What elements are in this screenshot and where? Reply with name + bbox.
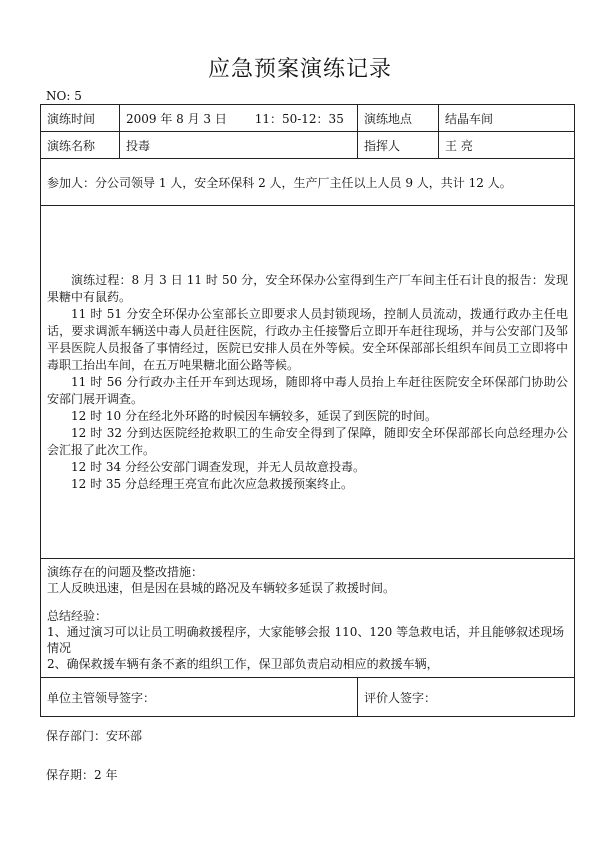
process-paragraph: 11 时 56 分行政办主任开车到达现场，随即将中毒人员抬上车赶往医院安全环保部门协助公安部门展开调查。 bbox=[47, 374, 568, 406]
process-paragraph: 12 时 34 分经公安部门调查发现，并无人员故意投毒。 bbox=[71, 459, 365, 474]
commander-value: 王 亮 bbox=[439, 132, 575, 159]
process-paragraph: 12 时 10 分在经北外环路的时候因车辆较多，延误了到医院的时间。 bbox=[71, 408, 437, 423]
storage-period: 保存期：2 年 bbox=[46, 768, 118, 782]
summary-item: 2、确保救援车辆有条不紊的组织工作，保卫部负责启动相应的救援车辆， bbox=[47, 657, 439, 671]
drill-time-value: 2009 年 8 月 3 日 11：50-12：35 bbox=[120, 105, 358, 132]
name-commander-row bbox=[41, 132, 575, 159]
process-paragraph: 11 时 51 分安全环保办公室部长立即要求人员封锁现场，控制人员流动，拨通行政办主任电话，要求调派车辆送中毒人员赶往医院，行政办主任接警后立即开车赶往现场，并与公安部门及邹平县医院人员报备了事情经过，医院已安排人员在外等候。安全环保部部长组织车间员工立即将中毒职工抬出车间，在五万吨果糖北面公路等候。 bbox=[47, 306, 568, 372]
drill-name-label: 演练名称 bbox=[41, 132, 120, 159]
issues-heading: 演练存在的问题及整改措施： bbox=[47, 565, 204, 579]
summary-heading: 总结经验： bbox=[47, 609, 108, 623]
record-number: NO: 5 bbox=[46, 89, 82, 103]
time-place-row bbox=[41, 105, 575, 132]
summary-item: 1、通过演习可以让员工明确救援程序，大家能够会报 110、120 等急救电话，并且能够叙述现场情况 bbox=[47, 625, 565, 655]
process-row bbox=[41, 206, 575, 559]
process-paragraph: 演练过程：8 月 3 日 11 时 50 分，安全环保办公室得到生产厂车间主任石计良的报告：发现果糖中有鼠药。 bbox=[47, 272, 568, 304]
participants-text: 参加人：分公司领导 1 人，安全环保科 2 人，生产厂主任以上人员 9 人，共计 12 人。 bbox=[41, 159, 575, 206]
drill-place-value: 结晶车间 bbox=[439, 105, 575, 132]
process-cell bbox=[41, 206, 575, 559]
process-paragraph: 12 时 32 分到达医院经抢救职工的生命安全得到了保障，随即安全环保部部长向总经理办公会汇报了此次工作。 bbox=[47, 425, 568, 457]
storage-department: 保存部门：安环部 bbox=[46, 729, 143, 743]
issues-row bbox=[41, 559, 575, 678]
process-paragraph: 12 时 35 分总经理王亮宣布此次应急救援预案终止。 bbox=[71, 476, 353, 491]
participants-row bbox=[41, 159, 575, 206]
issues-text: 工人反映迅速，但是因在县城的路况及车辆较多延误了救援时间。 bbox=[47, 581, 396, 595]
leader-signature-field[interactable]: 单位主管领导签字： bbox=[41, 678, 358, 717]
drill-name-value: 投毒 bbox=[120, 132, 358, 159]
issues-cell bbox=[41, 559, 575, 678]
signature-row bbox=[41, 678, 575, 717]
evaluator-signature-field[interactable]: 评价人签字： bbox=[358, 678, 575, 717]
drill-time-label: 演练时间 bbox=[41, 105, 120, 132]
drill-record-form bbox=[40, 104, 575, 717]
page-title: 应急预案演练记录 bbox=[207, 57, 392, 82]
commander-label: 指挥人 bbox=[358, 132, 439, 159]
drill-place-label: 演练地点 bbox=[358, 105, 439, 132]
